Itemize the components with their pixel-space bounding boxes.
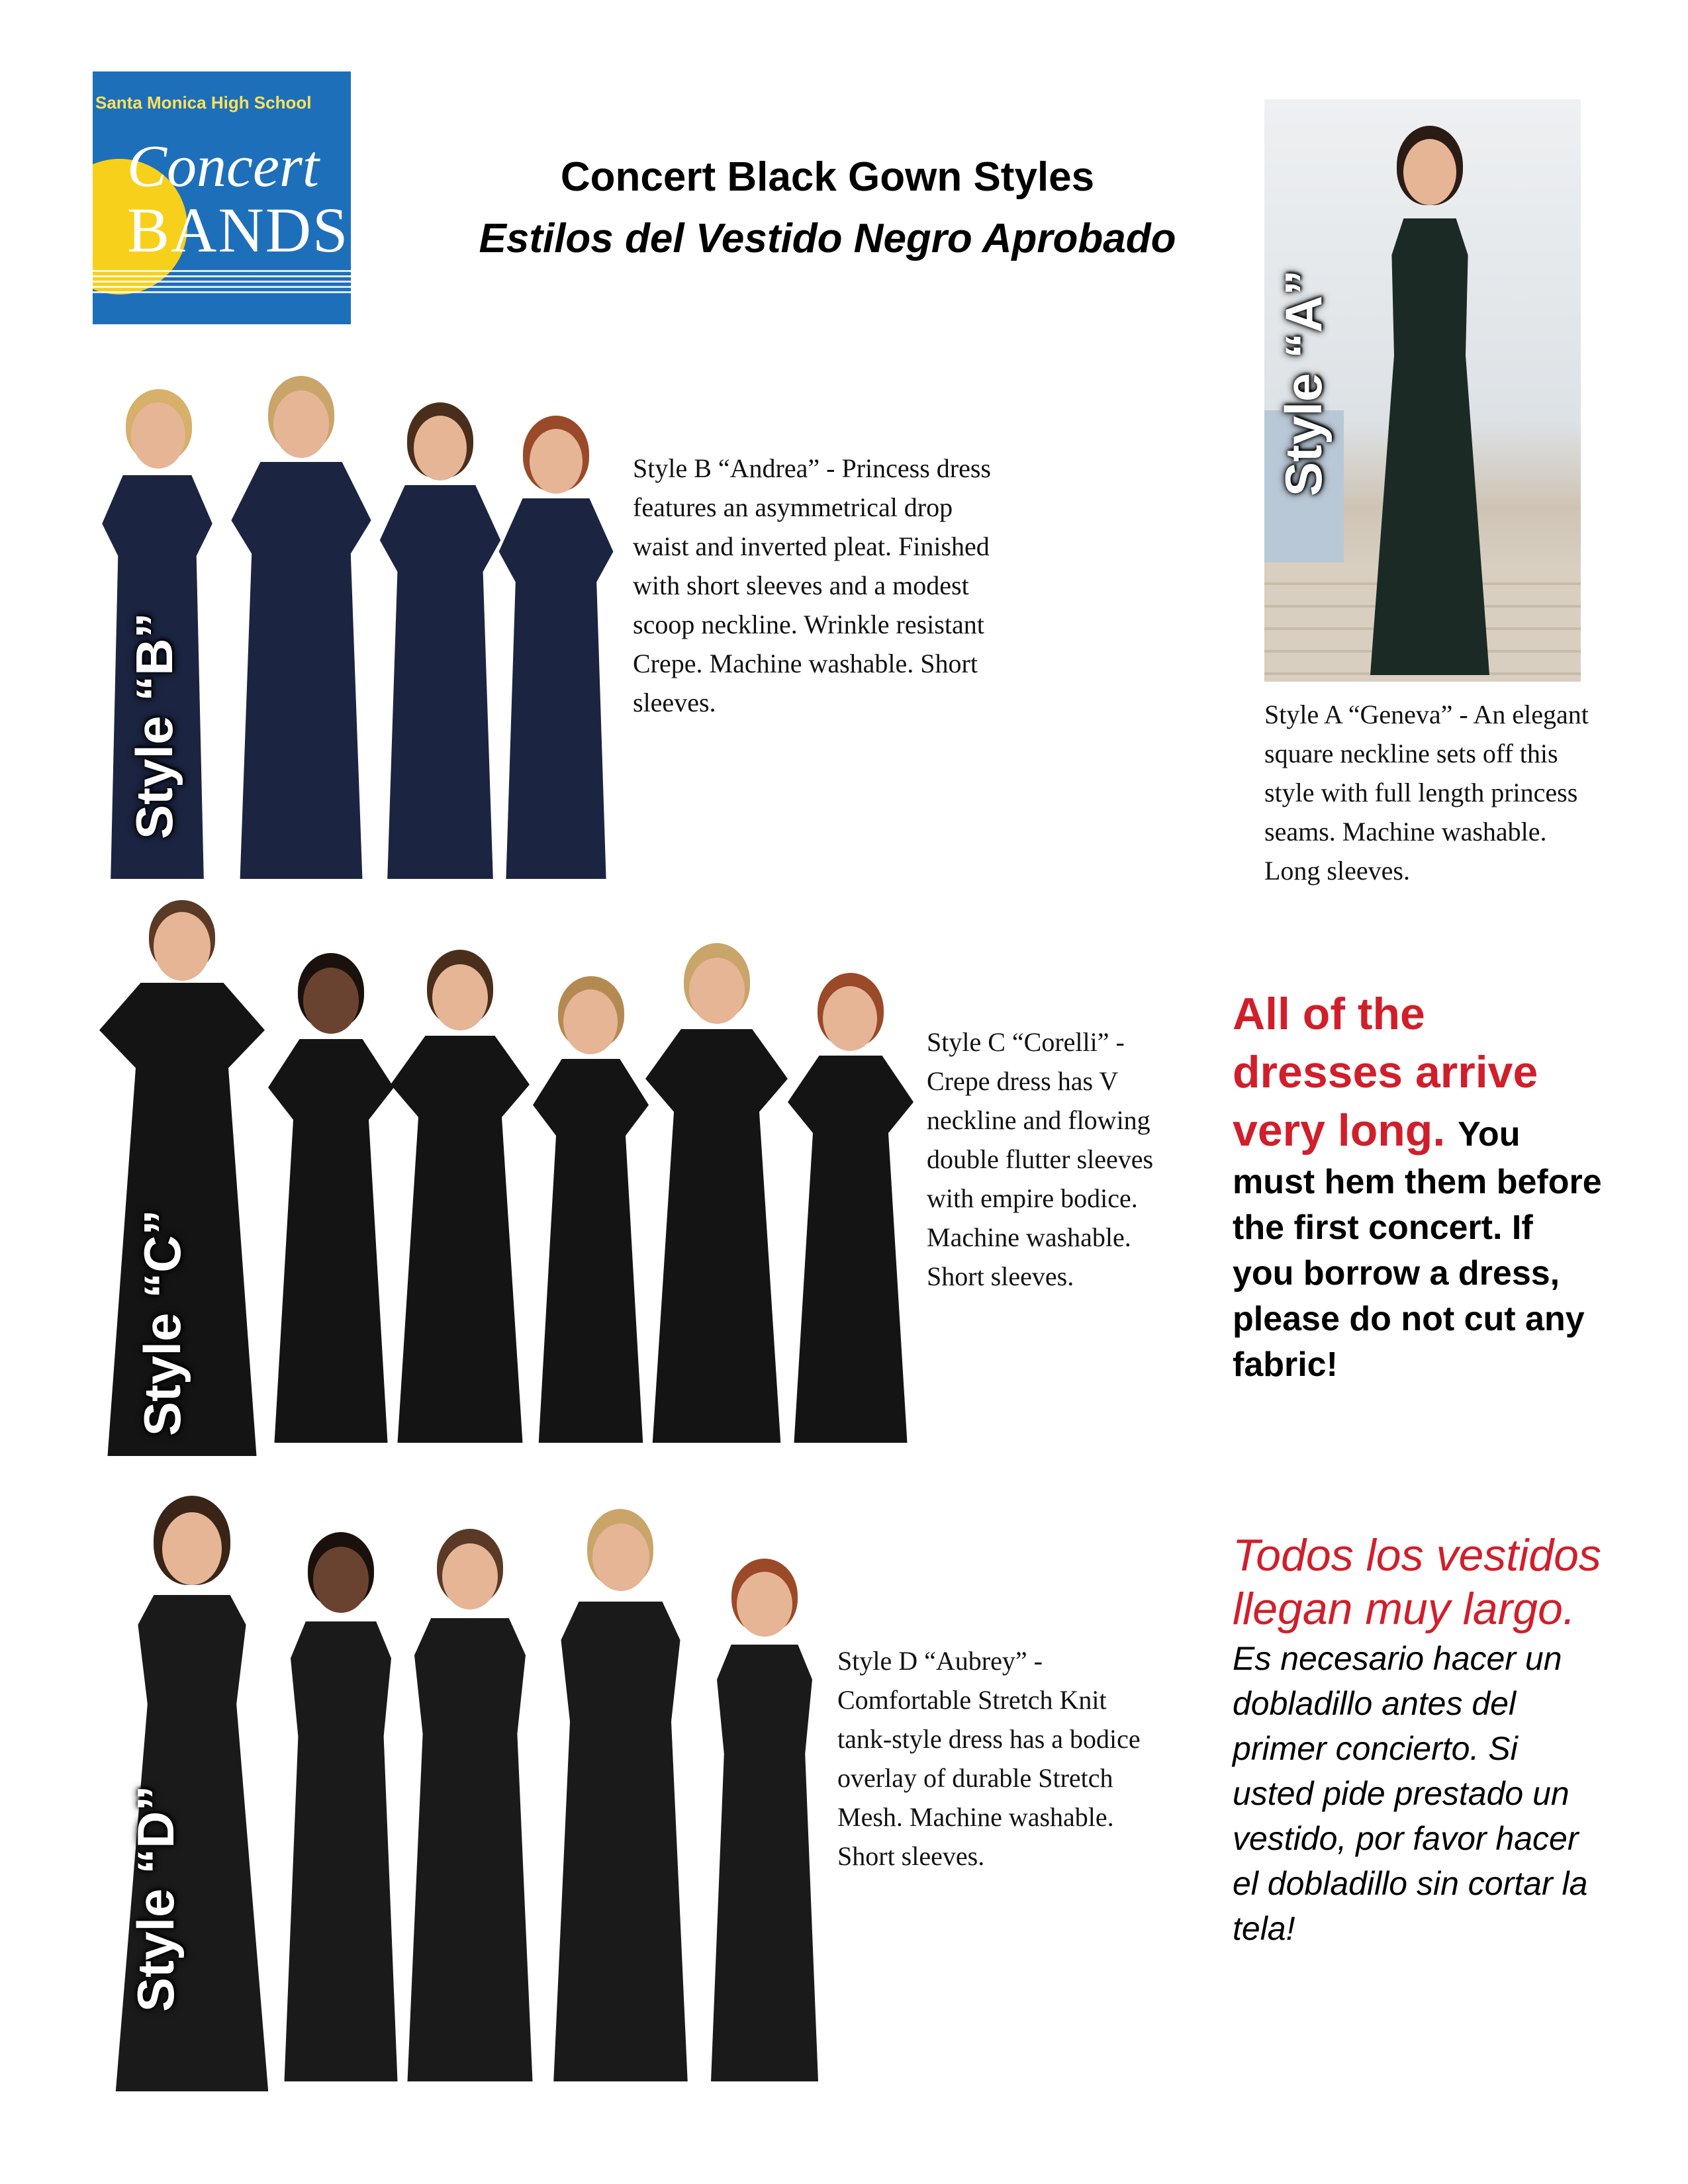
style-c-description: Style C “Corelli” - Crepe dress has V neckline and flowing double flutter sleeves with empire bodice. Machine washable. Short sleeves.	[927, 1027, 1154, 1291]
model-head	[530, 429, 583, 494]
gown-c	[533, 1059, 649, 1443]
gown-b	[228, 462, 374, 879]
model-head	[737, 1572, 792, 1637]
style-d-label: Style “D”	[126, 1785, 185, 2012]
model-d3	[400, 1529, 539, 2081]
style-c-label: Style “C”	[133, 1209, 191, 1436]
hem-notice-english	[1233, 985, 1603, 1388]
model-head	[313, 1547, 369, 1613]
gown-d	[278, 1621, 404, 2081]
model-d4	[546, 1509, 695, 2081]
gown-c	[645, 1029, 788, 1443]
hem-notice-spanish	[1233, 1529, 1603, 1951]
model-head	[823, 986, 877, 1051]
logo-concert-text: Concert	[127, 134, 319, 199]
gown-d	[400, 1618, 539, 2081]
model-a	[1357, 126, 1503, 675]
style-a-description: Style A “Geneva” - An elegant square neckline sets off this style with full length princess seams. Machine washable. Long sleeves.	[1264, 700, 1589, 886]
model-head	[432, 964, 488, 1030]
hem-notice-english-body: You must hem them before the first concert. If you borrow a dress, please do not cut any fabric!	[1233, 1115, 1602, 1384]
model-c5	[645, 943, 788, 1443]
logo-school-name: Santa Monica High School	[95, 93, 312, 113]
model-head	[563, 989, 618, 1054]
model-head	[592, 1524, 649, 1591]
style-d-description: Style D “Aubrey” - Comfortable Stretch Knit tank-style dress has a bodice overlay of durable Stretch Mesh. Machine washable. Short sleeves.	[837, 1646, 1141, 1871]
style-b-description: Style B “Andrea” - Princess dress features an asymmetrical drop waist and inverted pleat. Finished with short sleeves and a modest scoop neckline. Wrinkle resistant Crepe. Machine washable. Short sleeves.	[633, 453, 991, 717]
page-title: Concert Black Gown Styles	[560, 154, 1095, 200]
model-d5	[705, 1559, 824, 2081]
model-head	[1403, 139, 1456, 205]
logo-bands-text: BANDS	[127, 195, 350, 265]
gown-a	[1370, 218, 1489, 675]
gown-b	[377, 485, 503, 879]
model-head	[154, 912, 211, 981]
gown-c	[268, 1039, 394, 1443]
hem-notice-spanish-emphasis: Todos los vestidos llegan muy largo.	[1233, 1530, 1601, 1634]
model-head	[162, 1512, 222, 1585]
concert-bands-logo	[93, 71, 351, 324]
style-d-photo	[79, 1482, 841, 2091]
model-b2	[228, 376, 374, 879]
model-head	[414, 416, 467, 480]
model-c2	[268, 953, 394, 1443]
model-c3	[391, 950, 530, 1443]
model-head	[442, 1543, 498, 1610]
style-a-label: Style “A”	[1274, 269, 1333, 496]
model-c4	[533, 976, 649, 1443]
model-c6	[788, 973, 914, 1443]
model-b3	[377, 402, 503, 879]
page-subtitle: Estilos del Vestido Negro Aprobado	[479, 216, 1176, 261]
style-b-label: Style “B”	[125, 612, 183, 839]
model-head	[131, 402, 185, 469]
gown-d	[705, 1645, 824, 2081]
hem-notice-english-emphasis: All of the dresses arrive very long.	[1233, 989, 1538, 1156]
model-head	[273, 390, 329, 458]
model-head	[689, 958, 745, 1024]
logo-stripes	[93, 270, 351, 296]
model-d2	[278, 1532, 404, 2081]
hem-notice-spanish-body: Es necesario hacer un dobladillo antes del primer concierto. Si usted pide prestado un vestido, por favor hacer el dobladillo sin cortar la tela!	[1233, 1640, 1588, 1947]
gown-c	[788, 1056, 914, 1443]
model-b4	[496, 416, 616, 879]
gown-b	[496, 498, 616, 879]
style-c-photo	[79, 900, 920, 1469]
gown-c	[391, 1036, 530, 1443]
model-head	[303, 968, 359, 1034]
gown-d	[546, 1602, 695, 2081]
